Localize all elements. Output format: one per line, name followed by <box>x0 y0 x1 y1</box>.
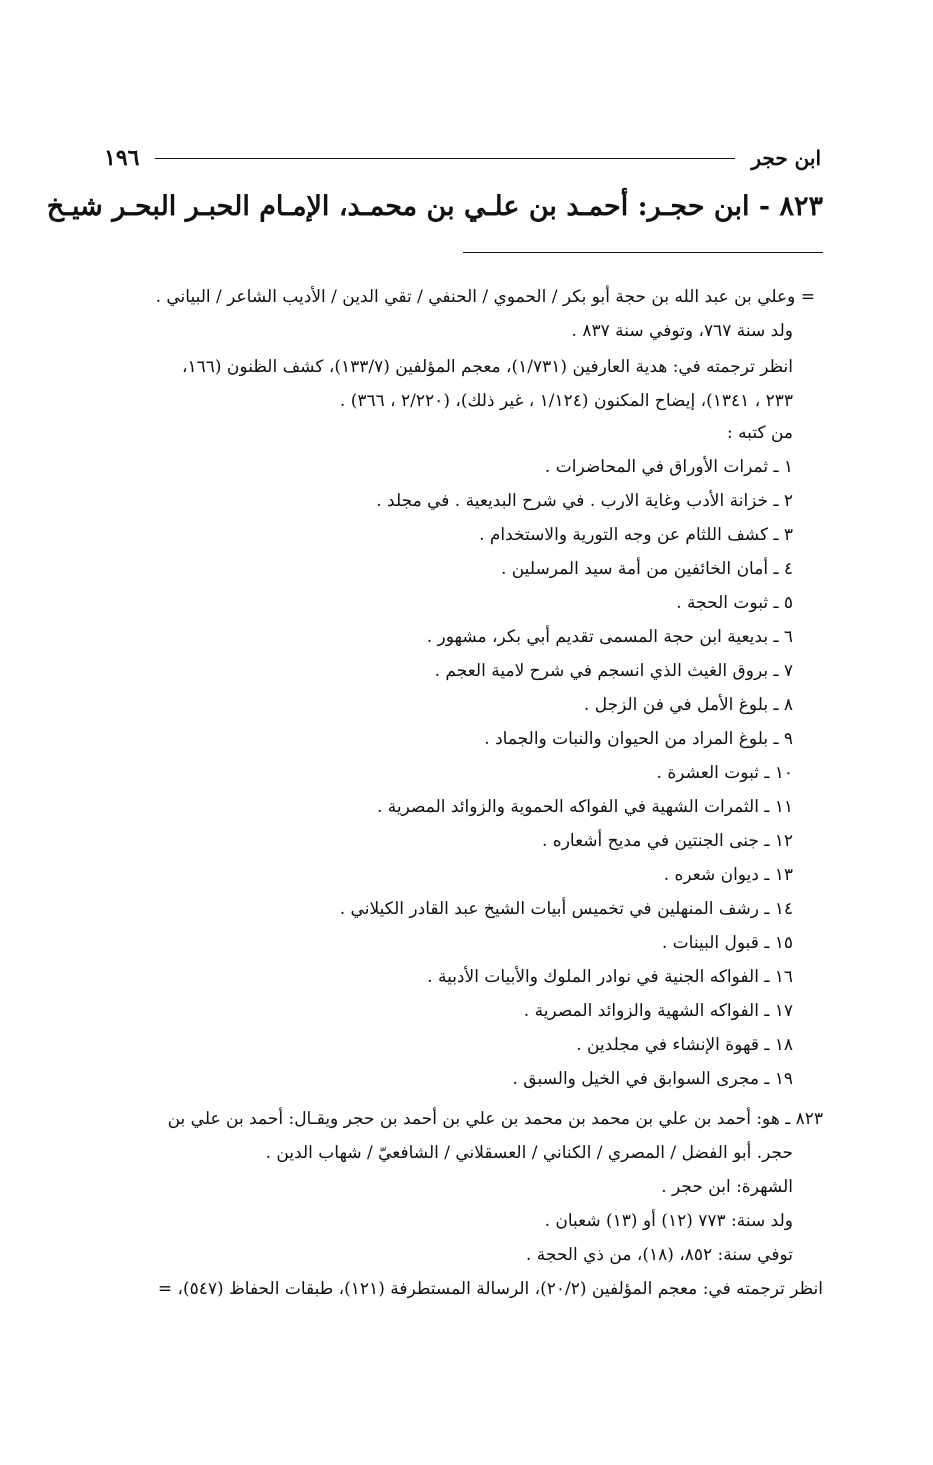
page-header <box>104 140 821 176</box>
work-item: ٤ ـ أمان الخائفين من أمة سيد المرسلين . <box>500 559 793 579</box>
footnote-line: ٨٢٣ ـ هو: أحمد بن علي بن محمد بن محمد بن علي بن أحمد بن حجر ويقـال: أحمد بن علي بن <box>167 1109 823 1129</box>
continuation-line: ٢٣٣ ، ١٣٤١)، إيضاح المكنون (١/١٢٤ ، غير ذلك)، (٢/٢٢٠ ، ٣٦٦) . <box>339 391 793 411</box>
continuation-line: ولد سنة ٧٦٧، وتوفي سنة ٨٣٧ . <box>571 321 793 341</box>
work-item: ١ ـ ثمرات الأوراق في المحاضرات . <box>544 457 793 477</box>
continuation-line: انظر ترجمته في: هدية العارفين (١/٧٣١)، معجم المؤلفين (١٣٣/٧)، كشف الظنون (١٦٦، <box>181 357 793 377</box>
work-item: ١٤ ـ رشف المنهلين في تخميس أبيات الشيخ عبد القادر الكيلاني . <box>339 899 793 919</box>
footnote-line: ولد سنة: ٧٧٣ (١٢) أو (١٣) شعبان . <box>544 1211 793 1231</box>
work-item: ١٢ ـ جنى الجنتين في مديح أشعاره . <box>542 831 793 851</box>
work-item: ٦ ـ بديعية ابن حجة المسمى تقديم أبي بكر، مشهور . <box>426 627 793 647</box>
footnote-line: انظر ترجمته في: معجم المؤلفين (٢٠/٢)، الرسالة المستطرفة (١٢١)، طبقات الحفاظ (٥٤٧)، = <box>157 1279 823 1299</box>
running-title: ابن حجر <box>751 146 821 170</box>
footnote-line: توفي سنة: ٨٥٢، (١٨)، من ذي الحجة . <box>525 1245 793 1265</box>
work-item: ١٣ ـ ديوان شعره . <box>663 865 793 885</box>
work-item: ١٨ ـ قهوة الإنشاء في مجلدين . <box>576 1035 793 1055</box>
work-item: ٧ ـ بروق الغيث الذي انسجم في شرح لامية العجم . <box>434 661 793 681</box>
work-item: ٢ ـ خزانة الأدب وغاية الارب . في شرح البديعية . في مجلد . <box>376 491 793 511</box>
work-item: ٣ ـ كشف اللثام عن وجه التورية والاستخدام . <box>479 525 793 545</box>
page-number: ١٩٦ <box>104 145 140 171</box>
work-item: ١٩ ـ مجرى السوابق في الخيل والسبق . <box>512 1069 793 1089</box>
footnote-line: الشهرة: ابن حجر . <box>661 1177 793 1197</box>
header-rule <box>155 158 735 159</box>
work-item: ١٧ ـ الفواكه الشهية والزوائد المصرية . <box>523 1001 793 1021</box>
work-item: ٥ ـ ثبوت الحجة . <box>676 593 793 613</box>
work-item: ١٠ ـ ثبوت العشرة . <box>656 763 793 783</box>
entry-title: ٨٢٣ - ابن حجـر: أحمـد بن علـي بن محمـد، الإمـام الحبـر البحـر شيـخ <box>46 191 823 222</box>
work-item: ١١ ـ الثمرات الشهية في الفواكه الحموية والزوائد المصرية . <box>376 797 793 817</box>
continuation-line: = وعلي بن عبد الله بن حجة أبو بكر / الحموي / الحنفي / تقي الدين / الأديب الشاعر / البياني . <box>155 287 815 307</box>
works-heading: من كتبه : <box>726 423 793 443</box>
footnote-line: حجر. أبو الفضل / المصري / الكناني / العسقلاني / الشافعيّ / شهاب الدين . <box>265 1143 793 1163</box>
work-item: ١٦ ـ الفواكه الجنية في نوادر الملوك والأبيات الأدبية . <box>427 967 793 987</box>
work-item: ٩ ـ بلوغ المراد من الحيوان والنبات والجماد . <box>484 729 793 749</box>
title-rule <box>463 252 823 253</box>
work-item: ٨ ـ بلوغ الأمل في فن الزجل . <box>583 695 793 715</box>
work-item: ١٥ ـ قبول البينات . <box>661 933 793 953</box>
